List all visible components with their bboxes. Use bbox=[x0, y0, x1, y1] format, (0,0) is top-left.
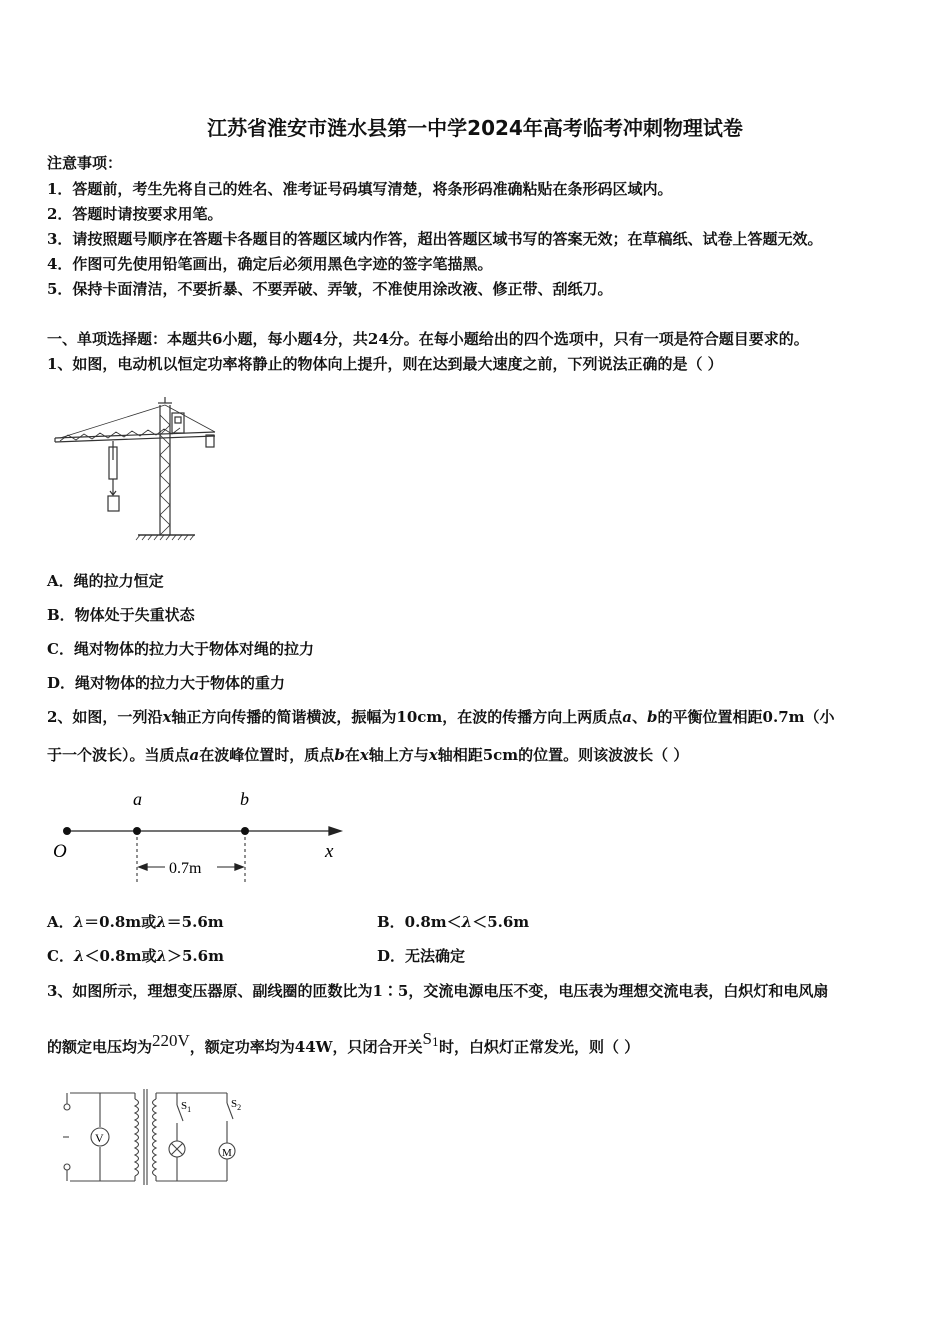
crane-figure bbox=[50, 395, 230, 550]
q1-option-b: B．物体处于失重状态 bbox=[47, 606, 195, 624]
point-a bbox=[133, 827, 141, 835]
question-3-stem-line2: 的额定电压均为220V，额定功率均为44W，只闭合开关$S_1$时，白炽灯正常发光，则（ ） bbox=[47, 1029, 640, 1056]
notice-item: 3．请按照题号顺序在答题卡各题目的答题区域内作答，超出答题区域书写的答案无效；在草稿纸、试卷上答题无效。 bbox=[47, 230, 823, 248]
q2-option-d: D．无法确定 bbox=[377, 947, 466, 965]
notice-item: 1．答题前，考生先将自己的姓名、准考证号码填写清楚，将条形码准确粘贴在条形码区域内。 bbox=[47, 180, 673, 198]
label-distance: 0.7m bbox=[169, 860, 202, 877]
notice-item: 4．作图可先使用铅笔画出，确定后必须用黑色字迹的签字笔描黑。 bbox=[47, 255, 493, 273]
label-x-axis: x bbox=[325, 841, 334, 862]
switch-s2-label: $S_2$ bbox=[231, 1098, 242, 1112]
question-2-stem-line2: 于一个波长）。当质点a在波峰位置时，质点b在x轴上方与x轴相距5cm的位置。则该波波长（ ） bbox=[47, 746, 689, 764]
question-3-stem-line1: 3、如图所示，理想变压器原、副线圈的匝数比为1∶5，交流电源电压不变，电压表为理想交流电表，白炽灯和电风扇 bbox=[47, 982, 829, 1000]
label-origin: O bbox=[53, 841, 67, 862]
page-title: 江苏省淮安市涟水县第一中学2024年高考临考冲刺物理试卷 bbox=[207, 116, 743, 140]
origin-point bbox=[63, 827, 71, 835]
notice-heading: 注意事项： bbox=[47, 154, 123, 172]
notice-item: 2．答题时请按要求用笔。 bbox=[47, 205, 223, 223]
q1-option-a: A．绳的拉力恒定 bbox=[47, 572, 164, 590]
voltmeter-label: V bbox=[95, 1131, 104, 1145]
q1-option-d: D．绳对物体的拉力大于物体的重力 bbox=[47, 674, 286, 692]
wave-axis-figure bbox=[45, 785, 355, 890]
motor-label: M bbox=[222, 1147, 232, 1159]
question-2-stem-line1: 2、如图，一列沿x轴正方向传播的简谐横波，振幅为10cm，在波的传播方向上两质点a、b的平衡位置相距0.7m（小 bbox=[47, 708, 835, 726]
notice-item: 5．保持卡面清洁，不要折暴、不要弄破、弄皱，不准使用涂改液、修正带、刮纸刀。 bbox=[47, 280, 613, 298]
label-a: a bbox=[133, 789, 142, 809]
switch-s1-label: $S_1$ bbox=[181, 1100, 192, 1114]
section-heading: 一、单项选择题：本题共6小题，每小题4分，共24分。在每小题给出的四个选项中，只有一项是符合题目要求的。 bbox=[47, 330, 809, 348]
label-b: b bbox=[240, 789, 249, 809]
point-b bbox=[241, 827, 249, 835]
transformer-circuit-figure bbox=[55, 1085, 255, 1190]
q2-option-a: A．λ＝0.8m或λ＝5.6m bbox=[47, 913, 224, 931]
q2-option-c: C．λ＜0.8m或λ＞5.6m bbox=[47, 947, 224, 965]
q1-option-c: C．绳对物体的拉力大于物体对绳的拉力 bbox=[47, 640, 314, 658]
question-1-stem: 1、如图，电动机以恒定功率将静止的物体向上提升，则在达到最大速度之前，下列说法正确的是（ ） bbox=[47, 355, 723, 373]
q2-option-b: B．0.8m＜λ＜5.6m bbox=[377, 913, 530, 931]
